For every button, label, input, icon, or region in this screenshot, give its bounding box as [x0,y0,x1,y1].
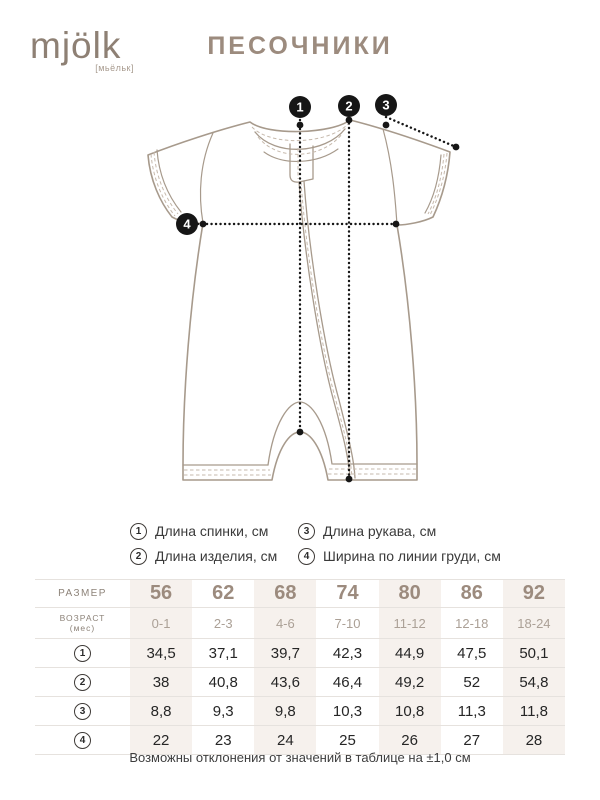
cuff-left-inner-line [157,150,181,212]
measurement-value: 27 [463,731,481,749]
row-circle-2: 2 [74,674,91,691]
age-value: 0-1 [151,615,171,631]
legend-label-3: Длина рукава, см [323,523,437,539]
measurement-value: 46,4 [332,673,363,691]
size-value: 74 [336,582,359,604]
measure-dot [453,144,460,151]
measure-marker-4 [176,213,198,235]
legend-item-product-length [130,547,277,565]
size-value: 80 [398,582,421,604]
page-title: ПЕСОЧНИКИ [207,32,393,60]
measure-dot [297,429,304,436]
age-value: 12-18 [455,615,489,631]
legend-label-4: Ширина по линии груди, см [323,548,501,564]
measurement-value: 28 [525,731,543,749]
age-row-label: ВОЗРАСТ [59,613,106,623]
measurement-value: 40,8 [208,673,238,691]
age-value: 18-24 [517,615,551,631]
legend-circle-1: 1 [130,523,147,540]
marker-3-number: 3 [382,97,390,113]
brand-logo-text: mjölk [30,25,122,66]
measurement-value: 49,2 [395,673,425,691]
measurement-value: 11,3 [457,702,486,720]
measurement-value: 9,8 [274,702,296,720]
measurement-value: 43,6 [270,673,300,691]
size-value: 56 [149,582,173,604]
table-row-ages [35,608,565,639]
marker-1-number: 1 [296,99,304,115]
legend-label-1: Длина спинки, см [155,523,269,539]
measure-dot [393,221,400,228]
measure-line-3 [386,117,456,147]
armhole-right-line [383,129,397,225]
size-row-label: РАЗМЕР [58,588,107,599]
measurement-value: 52 [463,673,481,691]
row-circle-1: 1 [74,645,91,662]
measure-dot [383,122,390,129]
measurement-value: 42,3 [332,644,363,662]
row-circle-3: 3 [74,703,91,720]
cuff-left-stitch-2 [154,152,178,214]
measurement-value: 10,3 [332,702,363,720]
age-value: 2-3 [213,615,233,631]
armhole-left-line [200,133,213,223]
measurement-value: 26 [401,731,418,749]
row-circle-4: 4 [74,732,91,749]
legend-item-chest-width [298,547,501,565]
romper-measurement-diagram [128,92,468,502]
measurement-value: 23 [214,731,232,749]
age-value: 11-12 [393,615,426,631]
measure-dot [346,117,353,124]
table-row-sleeve-length [35,697,565,726]
measure-marker-1 [289,96,311,118]
legend-circle-4: 4 [298,548,315,565]
marker-2-number: 2 [345,98,353,114]
measurement-value: 11,8 [519,702,548,720]
measurement-value: 22 [152,731,170,749]
measurement-value: 25 [339,731,356,749]
legend-item-back-length [130,522,268,540]
marker-4-number: 4 [183,216,191,232]
measurement-value: 10,8 [395,702,425,720]
table-row-sizes [35,579,565,608]
measurement-value: 54,8 [519,673,549,691]
legend-circle-3: 3 [298,523,315,540]
size-value: 86 [460,582,483,604]
zipper-line-right [304,181,355,478]
measurement-value: 34,5 [146,644,176,662]
legend-circle-2: 2 [130,548,147,565]
table-row-product-length [35,668,565,697]
size-value: 68 [274,582,297,604]
size-value: 92 [522,582,546,604]
age-row-label-unit: (мес) [69,623,96,633]
measurement-value: 37,1 [208,644,238,662]
age-value: 4-6 [275,615,295,631]
size-value: 62 [212,582,235,604]
measurement-value: 8,8 [150,702,172,720]
measurement-value: 39,7 [270,644,300,662]
legend-label-2: Длина изделия, см [155,548,278,564]
measurement-value: 38 [152,673,170,691]
measurement-value: 9,3 [212,702,234,720]
measure-dot [200,221,207,228]
size-table [35,579,565,755]
tolerance-footnote: Возможны отклонения от значений в таблице на ±1,0 см [129,750,471,765]
measurement-value: 50,1 [519,644,549,662]
measure-marker-2 [338,95,360,117]
measurement-value: 24 [277,731,294,749]
measurement-value: 47,5 [457,644,487,662]
measure-dot [297,122,304,129]
table-row-back-length [35,639,565,668]
legend-item-sleeve-length [298,522,436,540]
measurement-value: 44,9 [395,644,425,662]
brand-logo-transliteration: [мьёльк] [95,63,134,73]
measure-dot [346,476,353,483]
measure-marker-3 [375,94,397,116]
age-value: 7-10 [334,615,361,631]
